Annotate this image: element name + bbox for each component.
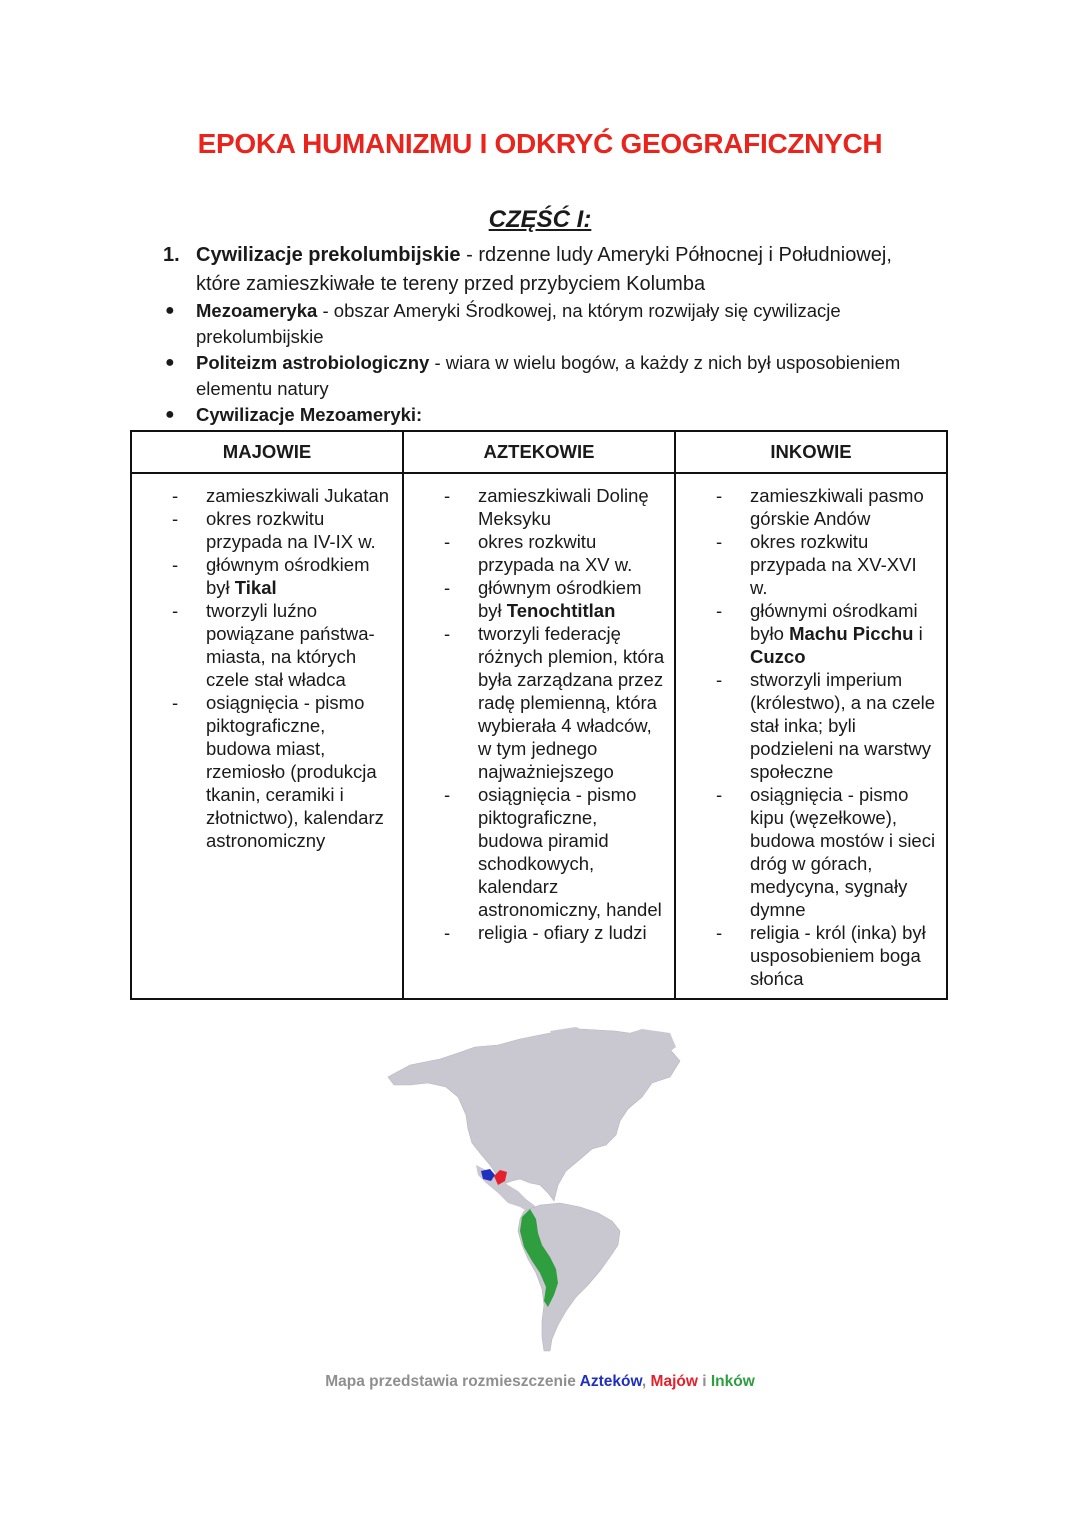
list-item: - religia - król (inka) był usposobieniem boga słońca (716, 922, 926, 989)
header-aztekowie: AZTEKOWIE (403, 431, 675, 473)
list-item: - zamieszkiwali Dolinę Meksyku (444, 485, 649, 529)
bullet-icon: ● (165, 302, 175, 319)
caption-maya: Majów (650, 1373, 698, 1390)
americas-map (380, 1025, 700, 1355)
item-definition: - rdzenne ludy Ameryki Północnej i Południowej, które zamieszkiwałe te tereny przed przybyciem Kolumba (196, 244, 892, 295)
section-heading: CZĘŚĆ I: (488, 206, 592, 233)
list-item: - osiągnięcia - pismo piktograficzne, budowa miast, rzemiosło (produkcja tkanin, ceramiki i złotnictwo), kalendarz astronomiczny (172, 692, 384, 851)
caption-aztec: Azteków (579, 1373, 642, 1390)
item-number: 1. (163, 244, 180, 266)
list-item: - religia - ofiary z ludzi (444, 922, 647, 943)
item-term: Cywilizacje prekolumbijskie (196, 244, 461, 266)
list-item: - głównym ośrodkiem był Tikal (172, 554, 370, 598)
list-item: - zamieszkiwali pasmo górskie Andów (716, 485, 924, 529)
bullet-item (163, 350, 923, 402)
numbered-item (163, 241, 923, 299)
bullet-item (163, 402, 923, 428)
table-row (131, 473, 947, 999)
list-item: - okres rozkwitu przypada na XV w. (444, 531, 633, 575)
list-item: - okres rozkwitu przypada na IV-IX w. (172, 508, 376, 552)
bullet-icon: ● (165, 354, 175, 371)
bullet-definition: - obszar Ameryki Środkowej, na którym rozwijały się cywilizacje prekolumbijskie (196, 300, 841, 347)
bullet-definition: - wiara w wielu bogów, a każdy z nich był usposobieniem elementu natury (196, 352, 901, 399)
table-header-row (131, 431, 947, 473)
civilizations-table (130, 430, 948, 1000)
bullet-term: Politeizm astrobiologiczny (196, 352, 430, 373)
list-item: - głównymi ośrodkami było Machu Picchu i Cuzco (716, 600, 923, 667)
list-item: - osiągnięcia - pismo kipu (węzełkowe), budowa mostów i sieci dróg w górach, medycyna, sygnały dymne (716, 784, 936, 920)
cell-aztekowie (403, 473, 675, 999)
list-item: - tworzyli luźno powiązane państwa-miasta, na których czele stał władca (172, 600, 375, 690)
bullet-icon: ● (165, 406, 175, 423)
page-title: EPOKA HUMANIZMU I ODKRYĆ GEOGRAFICZNYCH (197, 128, 883, 159)
list-item: - głównym ośrodkiem był Tenochtitlan (444, 577, 642, 621)
map-caption: Mapa przedstawia rozmieszczenie Azteków, Majów i Inków (325, 1373, 755, 1390)
bullet-term: Mezoameryka (196, 300, 318, 321)
list-item: - osiągnięcia - pismo piktograficzne, budowa piramid schodkowych, kalendarz astronomiczny, handel (444, 784, 662, 920)
bullet-item (163, 298, 923, 350)
header-majowie: MAJOWIE (131, 431, 403, 473)
cell-inkowie (675, 473, 947, 999)
list-item: - zamieszkiwali Jukatan (172, 485, 390, 506)
caption-inca: Inków (710, 1373, 755, 1390)
cell-majowie (131, 473, 403, 999)
list-item: - stworzyli imperium (królestwo), a na czele stał inka; byli podzieleni na warstwy społeczne (716, 669, 936, 782)
header-inkowie: INKOWIE (675, 431, 947, 473)
list-item: - tworzyli federację różnych plemion, która była zarządzana przez radę plemienną, która wybierała 4 władców, w tym jednego najważniejszego (444, 623, 665, 782)
bullet-term: Cywilizacje Mezoameryki: (196, 404, 423, 425)
list-item: - okres rozkwitu przypada na XV-XVI w. (716, 531, 917, 598)
